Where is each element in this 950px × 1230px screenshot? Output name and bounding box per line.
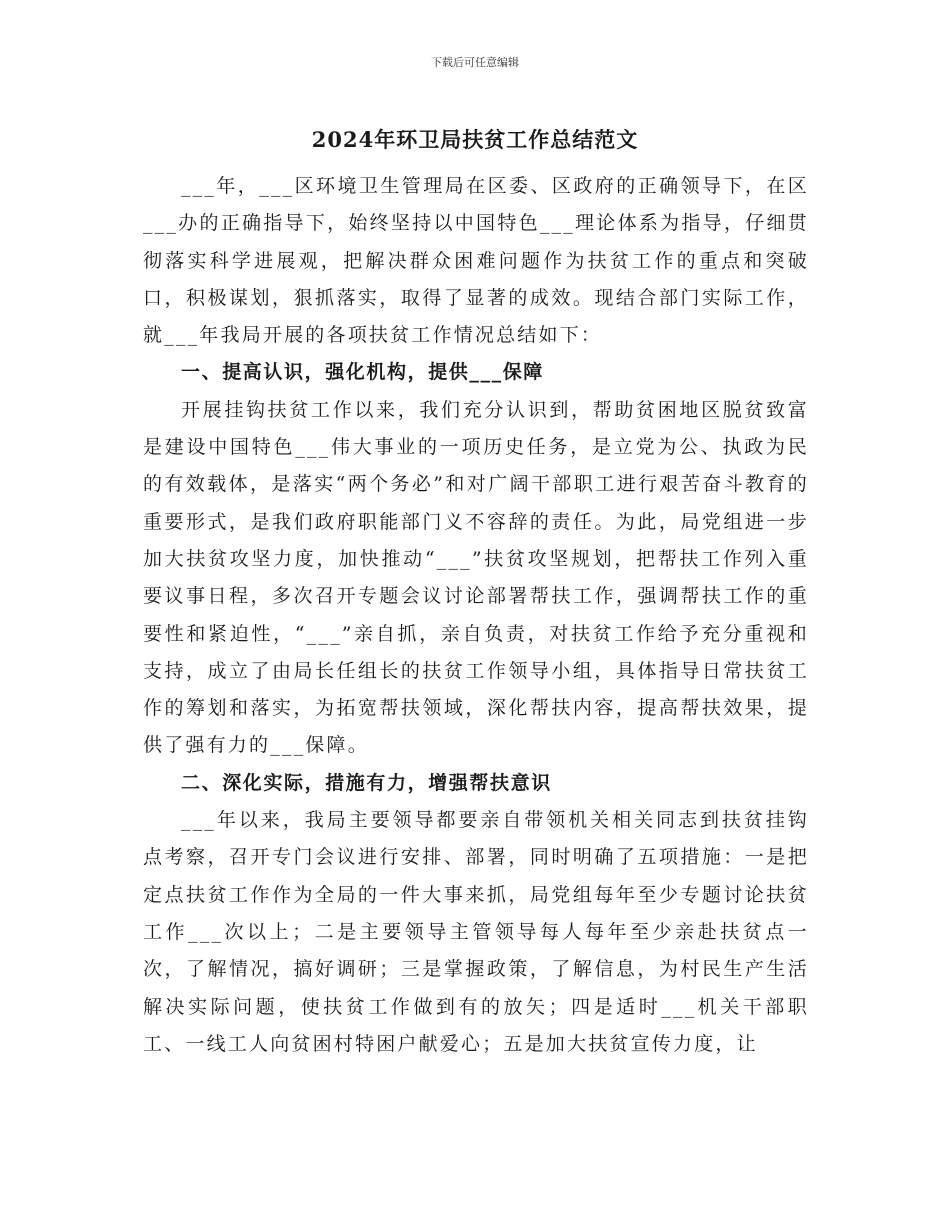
section-heading-1: 一、提高认识，强化机构，提供___保障 [181,361,544,384]
intro-paragraph: ___年，___区环境卫生管理局在区委、区政府的正确领导下，在区___办的正确指导下，始终坚持以中国特色___理论体系为指导，仔细贯彻落实科学进展观，把解决群众困难问题作为扶贫工作的重点和突破口，积极谋划，狠抓落实，取得了显著的成效。现结合部门实际工作，就___年我局开展的各项扶贫工作情况总结如下： [143,175,809,347]
section-1-paragraph: 开展挂钩扶贫工作以来，我们充分认识到，帮助贫困地区脱贫致富是建设中国特色___伟大事业的一项历史任务，是立党为公、执政为民的有效载体，是落实“两个务必”和对广阔干部职工进行艰苦奋斗教育的重要形式，是我们政府职能部门义不容辞的责任。为此，局党组进一步加大扶贫攻坚力度，加快推动“___”扶贫攻坚规划，把帮扶工作列入重要议事日程，多次召开专题会议讨论部署帮扶工作，强调帮扶工作的重要性和紧迫性，“___”亲自抓，亲自负责，对扶贫工作给予充分重视和支持，成立了由局长任组长的扶贫工作领导小组，具体指导日常扶贫工作的筹划和落实，为拓宽帮扶领域，深化帮扶内容，提高帮扶效果，提供了强有力的___保障。 [143,398,809,757]
document-body [143,168,809,1063]
section-2-paragraph: ___年以来，我局主要领导都要亲自带领机关相关同志到扶贫挂钩点考察，召开专门会议进行安排、部署，同时明确了五项措施：一是把定点扶贫工作作为全局的一件大事来抓，局党组每年至少专题讨论扶贫工作___次以上；二是主要领导主管领导每人每年至少亲赴扶贫点一次，了解情况，搞好调研；三是掌握政策，了解信息，为村民生产生活解决实际问题，使扶贫工作做到有的放矢；四是适时___机关干部职工、一线工人向贫困村特困户献爱心；五是加大扶贫宣传力度，让 [143,809,809,1055]
section-heading-2: 二、深化实际，措施有力，增强帮扶意识 [181,771,552,794]
document-title: 2024年环卫局扶贫工作总结范文 [311,127,639,152]
page-header: 下载后可任意编辑 [431,56,519,69]
